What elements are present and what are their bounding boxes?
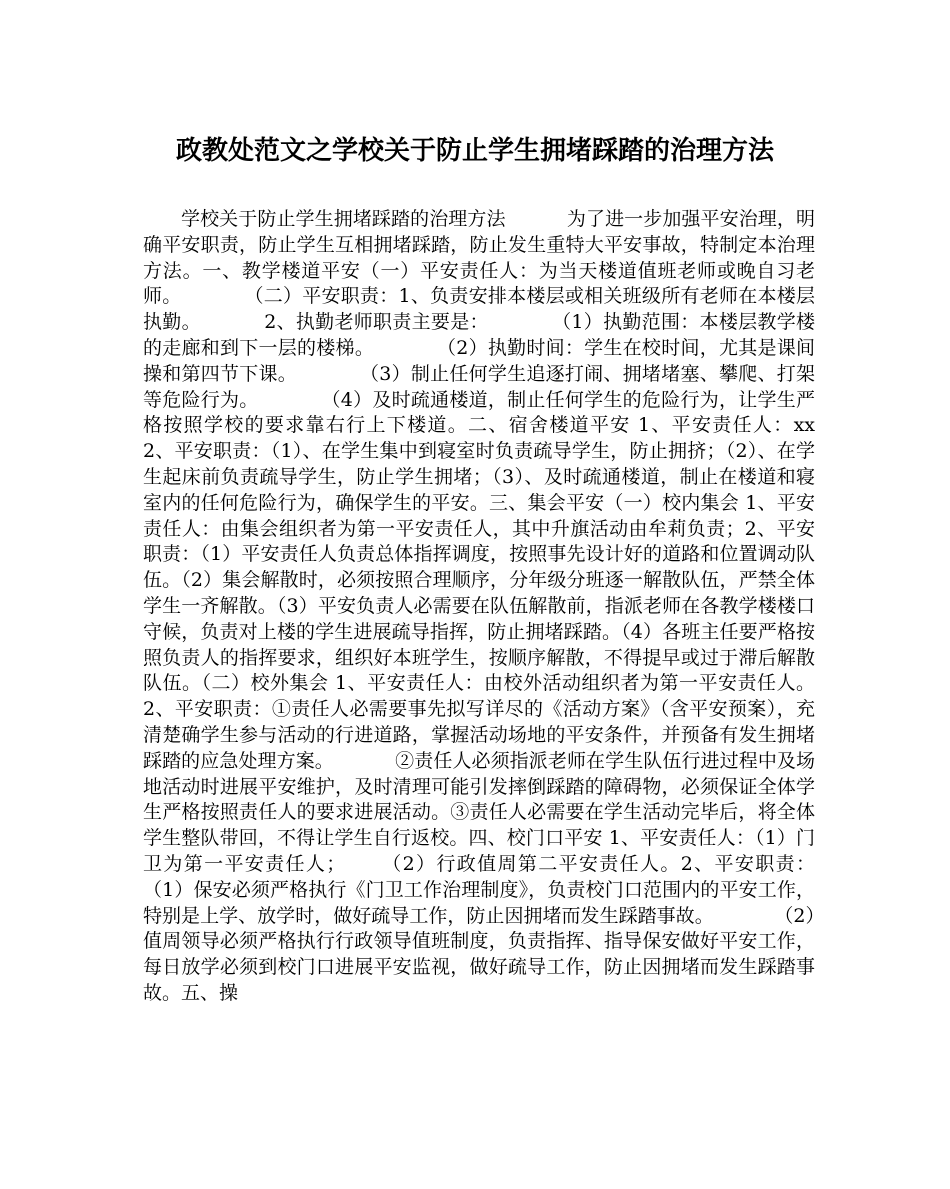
document-body: 学校关于防止学生拥堵踩踏的治理方法 为了进一步加强平安治理，明确平安职责，防止学生互相拥堵踩踏，防止发生重特大平安事故，特制定本治理方法。一、教学楼道平安（一）平安责任人：为当天楼道值班老师或晚自习老师。 （二）平安职责：1、负责安排本楼层或相关班级所有老师在本楼层执勤。 2、执勤老师职责主要是： （1）执勤范围：本楼层教学楼的走廊和到下一层的楼梯。 （2）执勤时间：学生在校时间，尤其是课间操和第四节下课。 （3）制止任何学生追逐打闹、拥堵堵塞、攀爬、打架等危险行为。 （4）及时疏通楼道，制止任何学生的危险行为，让学生严格按照学校的要求靠右行上下楼道。二、宿舍楼道平安 1、平安责任人：xx 2、平安职责：（1）、在学生集中到寝室时负责疏导学生，防止拥挤；（2）、在学生起床前负责疏导学生，防止学生拥堵；（3）、及时疏通楼道，制止在楼道和寝室内的任何危险行为，确保学生的平安。三、集会平安（一）校内集会 1、平安责任人：由集会组织者为第一平安责任人，其中升旗活动由牟莉负责；2、平安职责：（1）平安责任人负责总体指挥调度，按照事先设计好的道路和位置调动队伍。（2）集会解散时，必须按照合理顺序，分年级分班逐一解散队伍，严禁全体学生一齐解散。（3）平安负责人必需要在队伍解散前，指派老师在各教学楼楼口守候，负责对上楼的学生进展疏导指挥，防止拥堵踩踏。（4）各班主任要严格按照负责人的指挥要求，组织好本班学生，按顺序解散，不得提早或过于滞后解散队伍。（二）校外集会 1、平安责任人：由校外活动组织者为第一平安责任人。2、平安职责：①责任人必需要事先拟写详尽的《活动方案》（含平安预案），充清楚确学生参与活动的行进道路，掌握活动场地的平安条件，并预备有发生拥堵踩踏的应急处理方案。 ②责任人必须指派老师在学生队伍行进过程中及场地活动时进展平安维护，及时清理可能引发摔倒踩踏的障碍物，必须保证全体学生严格按照责任人的要求进展活动。③责任人必需要在学生活动完毕后，将全体学生整队带回，不得让学生自行返校。四、校门口平安 1、平安责任人：（1）门卫为第一平安责任人； （2）行政值周第二平安责任人。2、平安职责： （1）保安必须严格执行《门卫工作治理制度》，负责校门口范围内的平安工作，特别是上学、放学时，做好疏导工作，防止因拥堵而发生踩踏事故。 （2）值周领导必须严格执行行政领导值班制度，负责指挥、指导保安做好平安工作，每日放学必须到校门口进展平安监视，做好疏导工作，防止因拥堵而发生踩踏事故。五、操 <box>143 208 876 1004</box>
document-title: 政教处范文之学校关于防止学生拥堵踩踏的治理方法 <box>175 136 774 166</box>
